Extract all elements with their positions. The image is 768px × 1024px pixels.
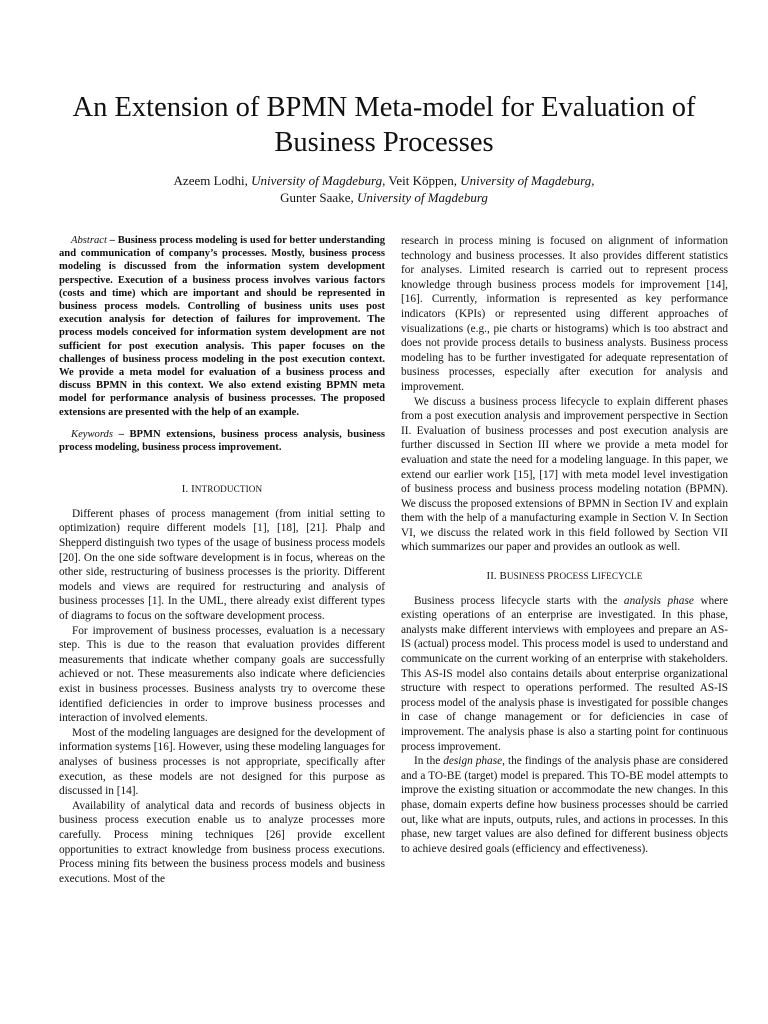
section-heading-lifecycle: II. BUSINESS PROCESS LIFECYCLE xyxy=(486,570,643,583)
author-name: Gunter Saake xyxy=(280,190,351,205)
body-paragraph: Availability of analytical data and records of business objects in business process execution enable us to analyze processes more carefully. Process mining techniques [26] provide excellent opportunities to extract knowledge from business process executions. Process mining fits between the business process models and business executions. Most of the xyxy=(59,799,385,885)
author-name: Azeem Lodhi xyxy=(173,173,245,188)
body-paragraph: For improvement of business processes, evaluation is a necessary step. This is due to the reason that evaluation provides different measurements that indicate whether company goals are successfully achieved or not. These measurements also indicate where deficiencies exist in business processes. Business analysts try to overcome these identified deficiencies in order to improve business processes and interaction of involved elements. xyxy=(59,624,385,725)
author-affiliation: University of Magdeburg xyxy=(251,173,383,188)
body-paragraph: Business process lifecycle starts with the analysis phase where existing operations of an enterprise are investigated. In this phase, analysts make different interviews with employees and prepare an AS-IS (actual) process model. This process model is used to understand and communicate on the current working of an enterprise with stakeholders. This AS-IS model also contains details about enterprise organizational structure with respect to operations performed. The resulted AS-IS process model of the analysis phase is investigated for possible changes in case of change management or for deficiencies in case of improvement. The analysis phase is also a starting point for continuous process improvement. xyxy=(401,594,728,753)
section-heading-introduction: I. INTRODUCTION xyxy=(181,483,263,496)
body-paragraph: In the design phase, the findings of the analysis phase are considered and a TO-BE (target) model is prepared. This TO-BE model attempts to improve the existing situation or accommodate the new changes. In this phase, domain experts define how business processes should be carried out, like what are inputs, outputs, rules, and actions in processes. In this phase, new target values are also defined for different business objects to achieve desired goals (efficiency and effectiveness). xyxy=(401,755,728,855)
abstract-text: Business process modeling is used for better understanding and communication of company’s processes. Mostly, business process modeling is discussed from the information system development perspective. Execution of a business process involves various factors (costs and time) which are important and should be represented in business process models. Controlling of business units uses post execution analysis for detection of failures for improvement. The process models conceived for information system development are not sufficient for post execution analysis. This paper focuses on the challenges of business process modeling in the post execution context. We provide a meta model for evaluation of a business process and discuss BPMN in this context. We also extend existing BPMN meta model for performance analysis of business processes. The proposed extensions are presented with the help of an example. xyxy=(59,235,386,418)
author-affiliation: University of Magdeburg xyxy=(460,173,592,188)
author-affiliation: University of Magdeburg xyxy=(356,190,488,205)
body-paragraph: Most of the modeling languages are designed for the development of information systems [16]. However, using these modeling languages for analyses of business processes is not appropriate, specifically after execution, as these models are not designed for this purpose as discussed in [14]. xyxy=(59,726,385,798)
right-column xyxy=(401,234,728,856)
abstract-label: Abstract xyxy=(71,235,107,246)
abstract: Abstract – Business process modeling is used for better understanding and communication of company’s processes. Mostly, business process modeling is discussed from the information system development perspective. Execution of a business process involves various factors (costs and time) which are important and should be represented in business process models. Controlling of business units uses post execution analysis for detection of failures for improvement. The process models conceived for information system development are not sufficient for post execution analysis. This paper focuses on the challenges of business process modeling in the post execution context. We provide a meta model for evaluation of a business process and discuss BPMN in this context. We also extend existing BPMN meta model for performance analysis of business processes. The proposed extensions are presented with the help of an example. xyxy=(59,235,386,418)
keywords: Keywords – BPMN extensions, business process analysis, business process modeling, business process improvement. xyxy=(59,428,385,454)
body-paragraph: research in process mining is focused on alignment of information technology and business processes. It also provides different statistics for analyses. Limited research is carried out to represent process knowledge through business process models for improvement [14], [16]. Currently, information is represented as key performance indicators (KPIs) or represented using different approaches of visualizations (e.g., pie charts or histograms) which is too abstract and does not provide process details to business analysts. Business process modeling has to be further investigated for adequate representation of business processes, especially after execution for analysis and improvement. xyxy=(401,235,728,393)
emphasis-analysis-phase: analysis phase xyxy=(623,594,694,607)
body-paragraph: Different phases of process management (from initial setting to optimization) require different models [1], [18], [21]. Phalp and Shepperd distinguish two types of the usage of business process models [20]. On the one side software development is in focus, whereas on the other side, restructuring of business processes is the priority. Different models and views are required for restructuring and analysis of business processes [1]. In the UML, there already exist different types of diagrams to focus on the software development process. xyxy=(59,507,385,622)
keywords-text: BPMN extensions, business process analysis, business process modeling, business process improvement. xyxy=(59,428,385,454)
author-name: Veit Köppen xyxy=(388,173,454,188)
paper-title: An Extension of BPMN Meta-model for Evaluation of Business Processes xyxy=(72,92,696,158)
left-column xyxy=(59,234,385,886)
body-paragraph: We discuss a business process lifecycle to explain different phases from a post execution analysis and improvement perspective in Section II. Evaluation of business processes and post execution analysis are further discussed in Section III where we provide a meta model for evaluation and state the need for a modeling language. In this paper, we extend our earlier work [15], [17] with meta model level investigation of business process and business process modeling notation (BPMN). We discuss the proposed extensions of BPMN in Section IV and explain them with the help of a manufacturing example in Section V. In Section VI, we discuss the related work in this field followed by Section VII which summarizes our paper and provides an outlook as well. xyxy=(401,395,728,554)
author-list: Azeem Lodhi, University of Magdeburg, Veit Köppen, University of Magdeburg, Gunter Saake, University of Magdeburg xyxy=(173,173,595,205)
emphasis-design-phase: design phase xyxy=(443,755,503,768)
keywords-label: Keywords xyxy=(71,428,113,440)
